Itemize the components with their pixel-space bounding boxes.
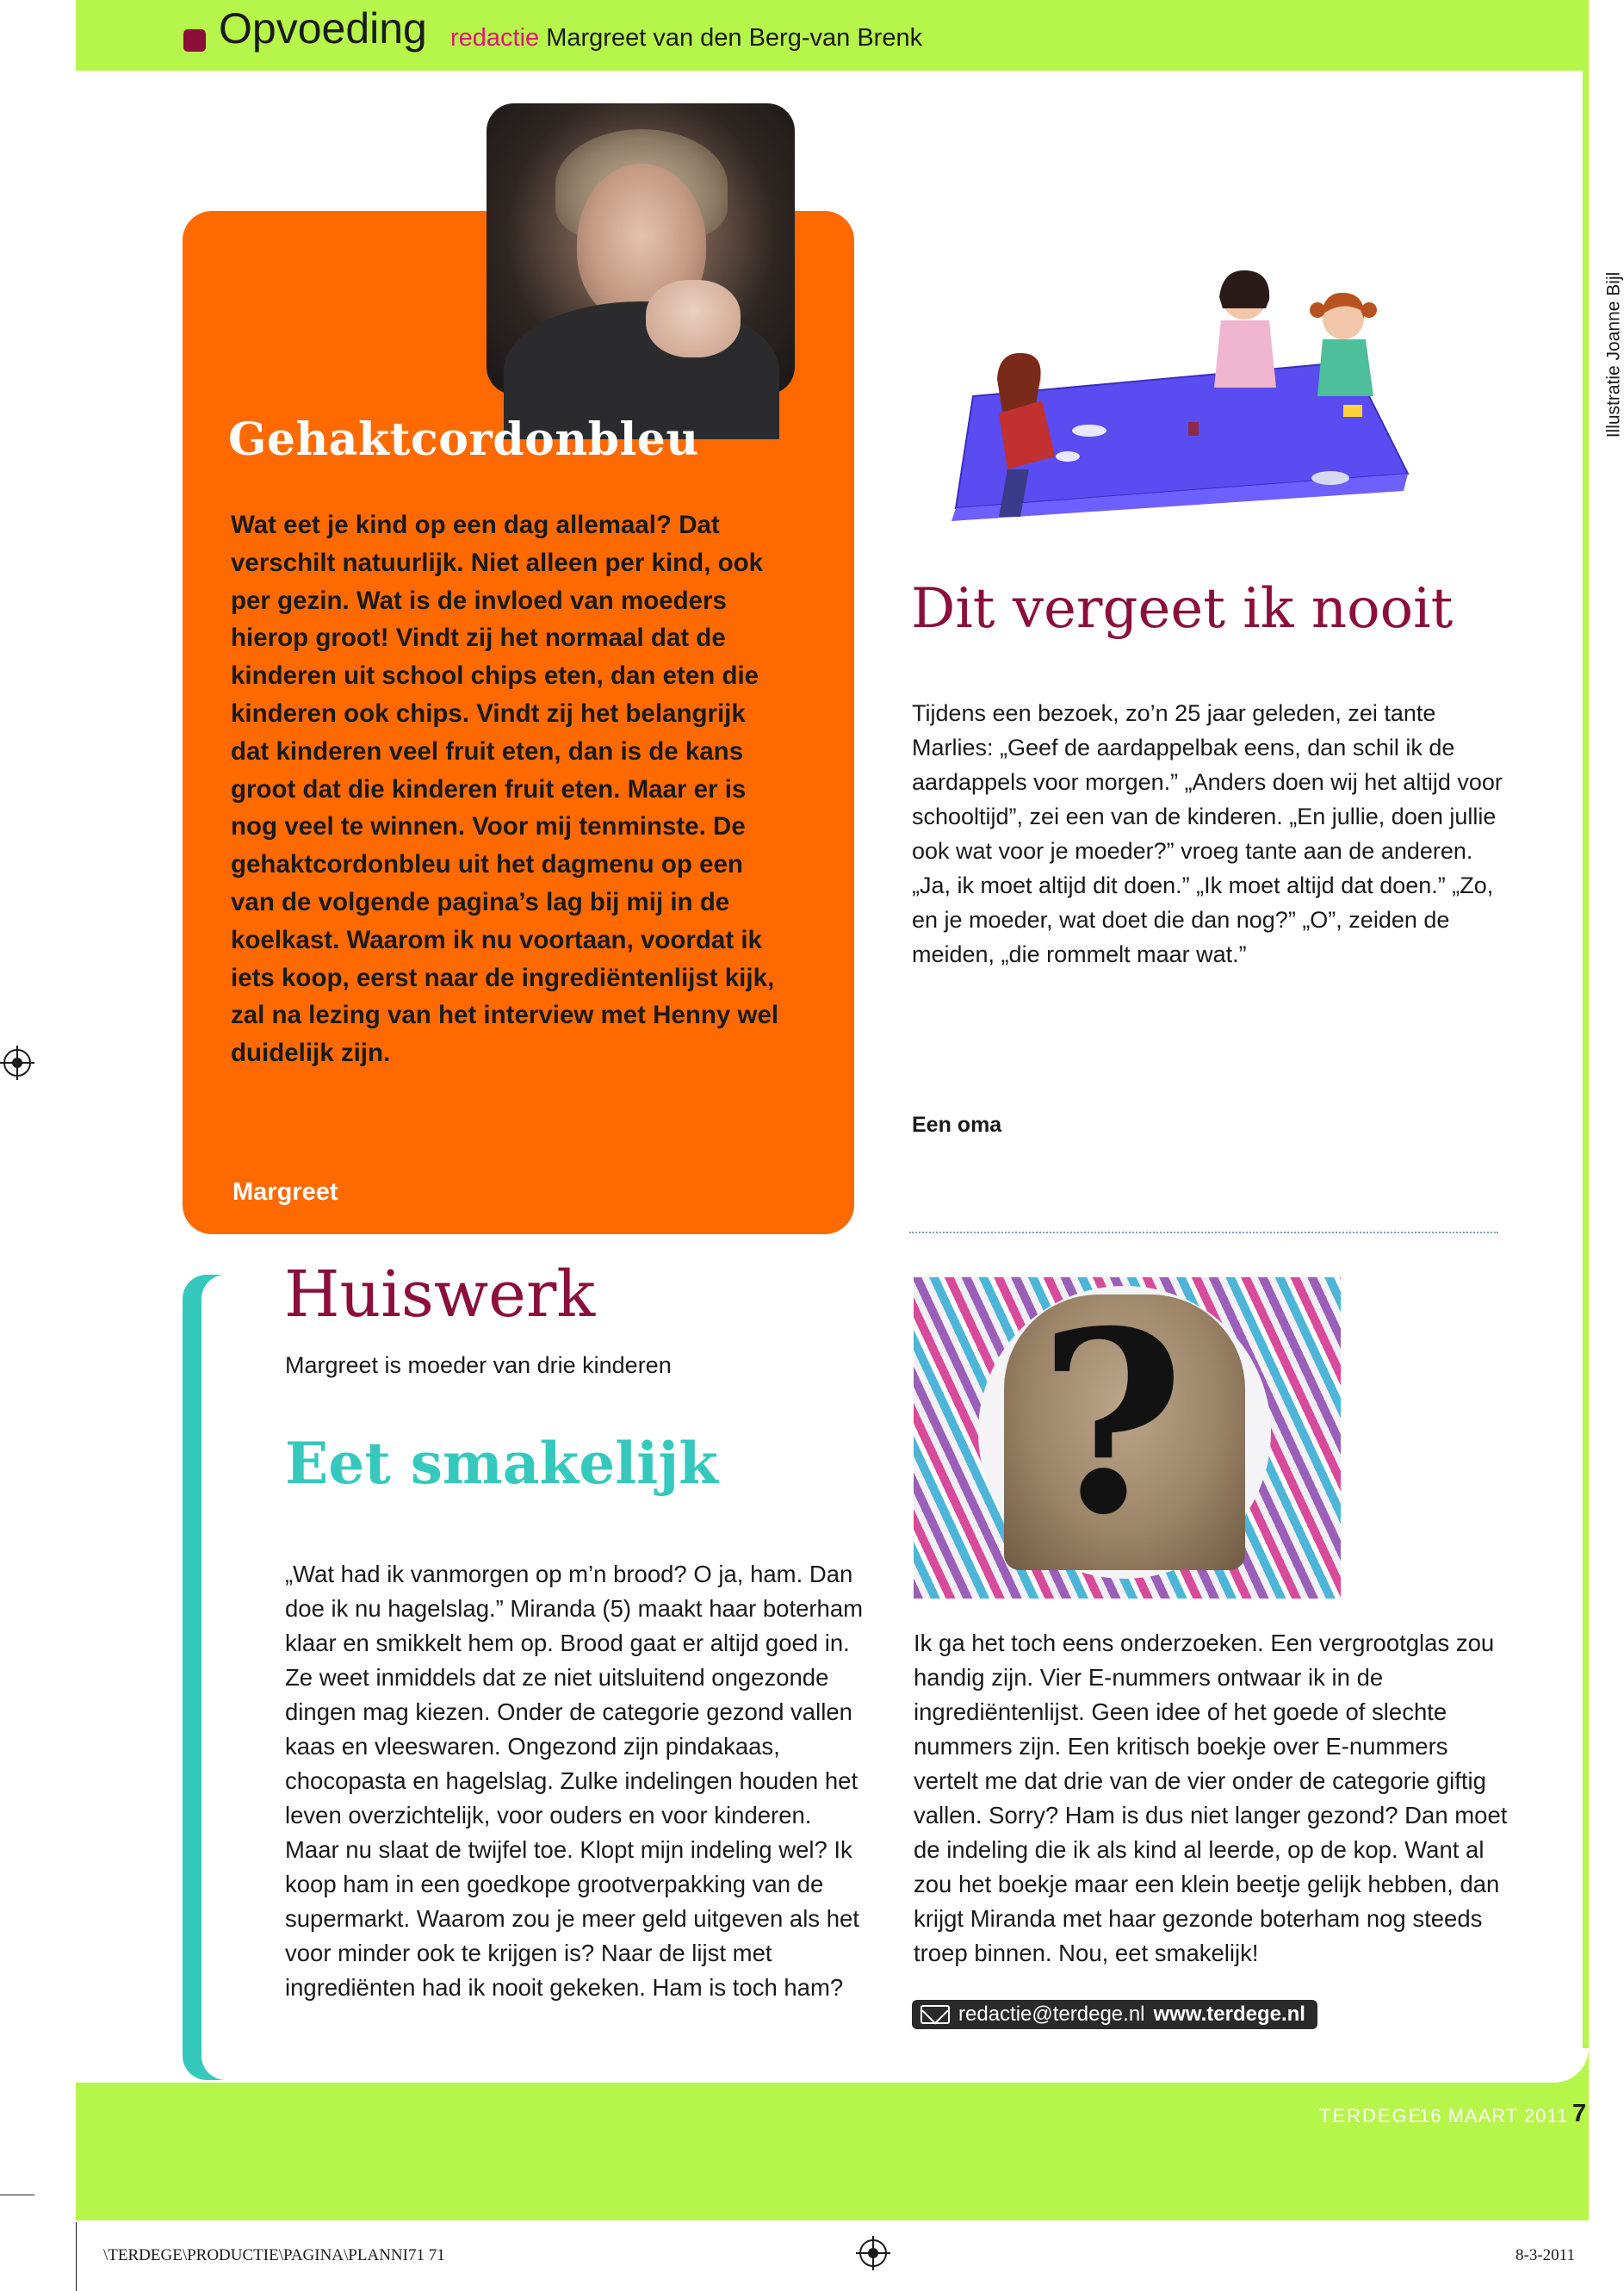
page-number: 7 (1572, 2100, 1587, 2127)
anecdote-heading: Dit vergeet ik nooit (911, 577, 1454, 641)
right-border-strip (1583, 60, 1589, 2127)
footer-brand: TERDEGE (1319, 2105, 1423, 2126)
registration-mark-icon (3, 1049, 31, 1077)
anecdote-body: Tijdens een bezoek, zo’n 25 jaar geleden, zei tante Marlies: „Geef de aardappelbak eens, dan schil ik de aardappels voor morgen.” „Anders doen wij het altijd voor schooltijd”, zei een van de kinderen. „En jullie, doen jullie ook wat voor je moeder?” vroeg tante aan de anderen. „Ja, ik moet altijd dit doen.” „Ik moet altijd dat doen.” „Zo, en je moeder, wat doet die dan nog?” „O”, zeiden de meiden, „die rommelt maar wat.” (912, 700, 1503, 967)
redactie-label: redactie (450, 24, 540, 52)
printer-slug-path: \TERDEGE\PRODUCTIE\PAGINA\PLANNI71 71 (103, 2246, 445, 2264)
column-title: Eet smakelijk (285, 1430, 718, 1497)
question-mark-icon: ? (1038, 1277, 1185, 1570)
bread-photo (914, 1277, 1341, 1599)
dotted-divider (909, 1232, 1498, 1233)
column-body-right: Ik ga het toch eens onderzoeken. Een vergrootglas zou handig zijn. Vier E-nummers ontwaar ik in de ingrediëntenlijst. Geen idee of het goede of slechte nummers zijn. Een kritisch boekje over E-nummers vertelt me dat drie van de vier onder de categorie giftig vallen. Sorry? Ham is dus niet langer gezond? Dan moet de indeling die ik als kind al leerde, op de kop. Want al zou het boekje maar een klein beetje gelijk hebben, dan krijgt Miranda met haar gezonde boterham nog steeds troep binnen. Nou, eet smakelijk! (914, 1630, 1508, 1966)
cup (1188, 422, 1199, 436)
girl-right (1310, 293, 1377, 396)
editorial-signature: Margreet (232, 1178, 338, 1206)
redactie-credit (450, 26, 922, 51)
editorial-heading: Gehaktcordonbleu (228, 413, 699, 466)
contact-bar (912, 2000, 1317, 2029)
yellow-box (1343, 405, 1362, 417)
column-heading: Huiswerk (284, 1257, 596, 1332)
section-title: Opvoeding (219, 4, 427, 53)
mail-icon (920, 2005, 950, 2024)
crop-mark (76, 2222, 77, 2291)
footer-date: 16 MAART 2011 (1419, 2105, 1569, 2126)
author-photo (487, 103, 795, 394)
section-bullet-icon (183, 29, 206, 52)
anecdote-signature: Een oma (912, 1113, 1002, 1137)
teal-bar-cutout (201, 1275, 231, 2080)
plate-2 (1311, 471, 1349, 485)
printer-slug-date: 8-3-2011 (1516, 2246, 1575, 2264)
girl-middle (1214, 270, 1276, 388)
footer-band (76, 2083, 1589, 2220)
editorial-body: Wat eet je kind op een dag allemaal? Dat verschilt natuurlijk. Niet alleen per kind, ook per gezin. Wat is de invloed van moeders hierop groot! Vindt zij het normaal dat de kinderen uit school chips eten, dan eten die kinderen ook chips. Vindt zij het belangrijk dat kinderen veel fruit eten, dan is de kans groot dat die kinderen fruit eten. Maar er is nog veel te winnen. Voor mij tenminste. De gehaktcordonbleu uit het dagmenu op een van de volgende pagina’s lag bij mij in de koelkast. Waarom ik nu voortaan, voordat ik iets koop, eerst naar de ingrediëntenlijst kijk, zal na lezing van het interview met Henny wel duidelijk zijn. (231, 511, 779, 1068)
column-paragraph: „Wat had ik vanmorgen op m’n brood? O ja, ham. Dan doe ik nu hagelslag.” Miranda (5) maakt haar boterham klaar en smikkelt hem op. Brood gaat er altijd goed in. Ze weet inmiddels dat ze niet uitsluitend ongezonde dingen mag kiezen. Onder de categorie gezond vallen kaas en vleeswaren. Ongezond zijn pindakaas, chocopasta en hagelslag. Zulke indelingen houden het leven overzichtelijk, voor ouders en voor kinderen. (285, 1561, 864, 1828)
plate-1 (1072, 425, 1106, 437)
plate-3 (1056, 451, 1080, 462)
registration-mark-icon (859, 2239, 887, 2267)
contact-email[interactable]: redactie@terdege.nl (958, 2002, 1145, 2026)
redactie-name: Margreet van den Berg-van Brenk (546, 24, 923, 52)
column-subtitle: Margreet is moeder van drie kinderen (285, 1352, 672, 1378)
table-illustration (939, 258, 1412, 534)
contact-website[interactable]: www.terdege.nl (1153, 2002, 1305, 2026)
column-body-left (285, 1557, 871, 2005)
column-paragraph: Maar nu slaat de twijfel toe. Klopt mijn indeling wel? Ik koop ham in een goedkope grootverpakking van de supermarkt. Waarom zou je meer geld uitgeven als het voor minder ook te krijgen is? Naar de lijst met ingrediënten had ik nooit gekeken. Ham is toch ham? (285, 1836, 859, 2001)
illustration-credit: Illustratie Joanne Bijl (1603, 271, 1624, 438)
